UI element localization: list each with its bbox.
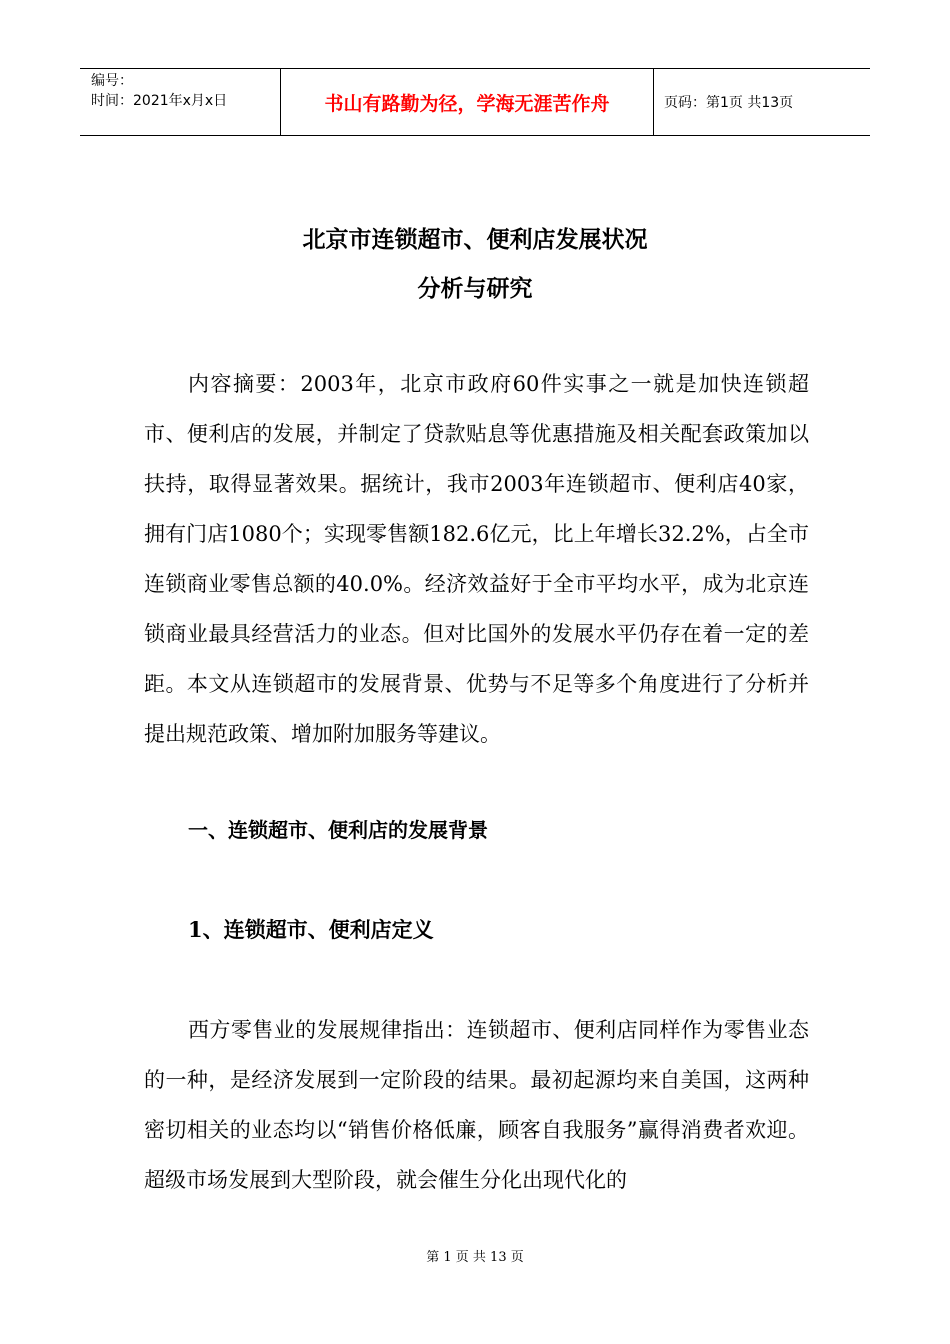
header-page-info: 页码：第1页 共13页 bbox=[664, 95, 794, 111]
section-heading: 一、连锁超市、便利店的发展背景 bbox=[188, 818, 488, 842]
document-number-label: 编号： bbox=[91, 73, 133, 89]
page-header bbox=[80, 68, 870, 136]
subsection-heading: 1、连锁超市、便利店定义 bbox=[188, 917, 434, 942]
abstract-paragraph: 内容摘要：2003年，北京市政府60件实事之一就是加快连锁超市、便利店的发展，并制定了贷款贴息等优惠措施及相关配套政策加以扶持，取得显著效果。据统计，我市2003年连锁超市、便利店40家，拥有门店1080个；实现零售额182.6亿元，比上年增长32.2%，占全市连锁商业零售总额的40.0%。经济效益好于全市平均水平，成为北京连锁商业最具经营活力的业态。但对比国外的发展水平仍存在着一定的差距。本文从连锁超市的发展背景、优势与不足等多个角度进行了分析并提出规范政策、增加附加服务等建议。 bbox=[144, 372, 809, 746]
document-date-label: 时间：2021年x月x日 bbox=[91, 93, 228, 109]
header-meta bbox=[80, 69, 281, 135]
body-paragraph: 西方零售业的发展规律指出：连锁超市、便利店同样作为零售业态的一种，是经济发展到一定阶段的结果。最初起源均来自美国，这两种密切相关的业态均以“销售价格低廉，顾客自我服务”赢得消费者欢迎。超级市场发展到大型阶段，就会催生分化出现代化的 bbox=[144, 1018, 809, 1192]
document-title-line1: 北京市连锁超市、便利店发展状况 bbox=[302, 227, 648, 253]
document-title-line2: 分析与研究 bbox=[417, 276, 533, 302]
page-footer: 第 1 页 共 13 页 bbox=[426, 1250, 524, 1265]
header-motto: 书山有路勤为径，学海无涯苦作舟 bbox=[281, 69, 654, 135]
